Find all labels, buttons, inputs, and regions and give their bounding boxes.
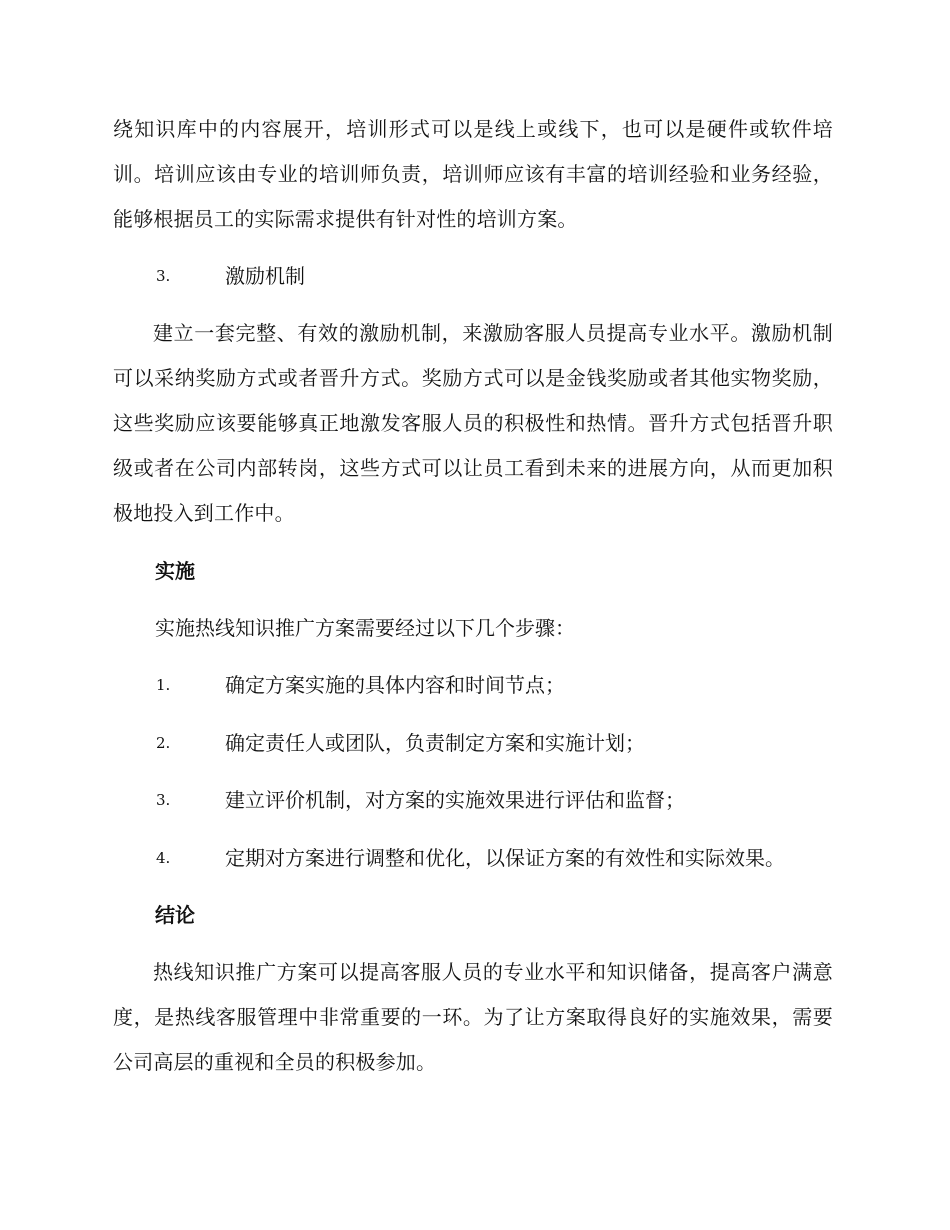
- list-text: 建立评价机制，对方案的实施效果进行评估和监督；: [225, 788, 685, 812]
- list-label: 激励机制: [225, 264, 305, 288]
- implement-intro: 实施热线知识推广方案需要经过以下几个步骤：: [155, 616, 575, 640]
- list-text: 确定方案实施的具体内容和时间节点；: [225, 673, 565, 697]
- list-number: 1.: [156, 676, 171, 694]
- list-number: 3.: [156, 791, 171, 809]
- list-text: 定期对方案进行调整和优化，以保证方案的有效性和实际效果。: [225, 846, 785, 870]
- list-item: [113, 785, 853, 815]
- section-heading-conclusion: 结论: [155, 903, 195, 927]
- list-item: [113, 670, 853, 700]
- paragraph-training-continued: 绕知识库中的内容展开，培训形式可以是线上或线下，也可以是硬件或软件培训。培训应该由专业的培训师负责，培训师应该有丰富的培训经验和业务经验，能够根据员工的实际需求提供有针对性的培训方案。: [113, 117, 833, 231]
- section-heading-implement: 实施: [155, 559, 195, 583]
- list-number: 2.: [156, 734, 171, 752]
- list-number: 4.: [156, 849, 171, 867]
- list-number: 3.: [156, 267, 171, 285]
- list-item-incentive: [113, 261, 853, 291]
- paragraph-conclusion: 热线知识推广方案可以提高客服人员的专业水平和知识储备，提高客户满意度，是热线客服管理中非常重要的一环。为了让方案取得良好的实施效果，需要公司高层的重视和全员的积极参加。: [113, 960, 833, 1074]
- list-item: [113, 843, 853, 873]
- list-text: 确定责任人或团队，负责制定方案和实施计划；: [225, 731, 645, 755]
- paragraph-incentive: 建立一套完整、有效的激励机制，来激励客服人员提高专业水平。激励机制可以采纳奖励方式或者晋升方式。奖励方式可以是金钱奖励或者其他实物奖励，这些奖励应该要能够真正地激发客服人员的积极性和热情。晋升方式包括晋升职级或者在公司内部转岗，这些方式可以让员工看到未来的进展方向，从而更加积极地投入到工作中。: [113, 321, 833, 525]
- list-item: [113, 728, 853, 758]
